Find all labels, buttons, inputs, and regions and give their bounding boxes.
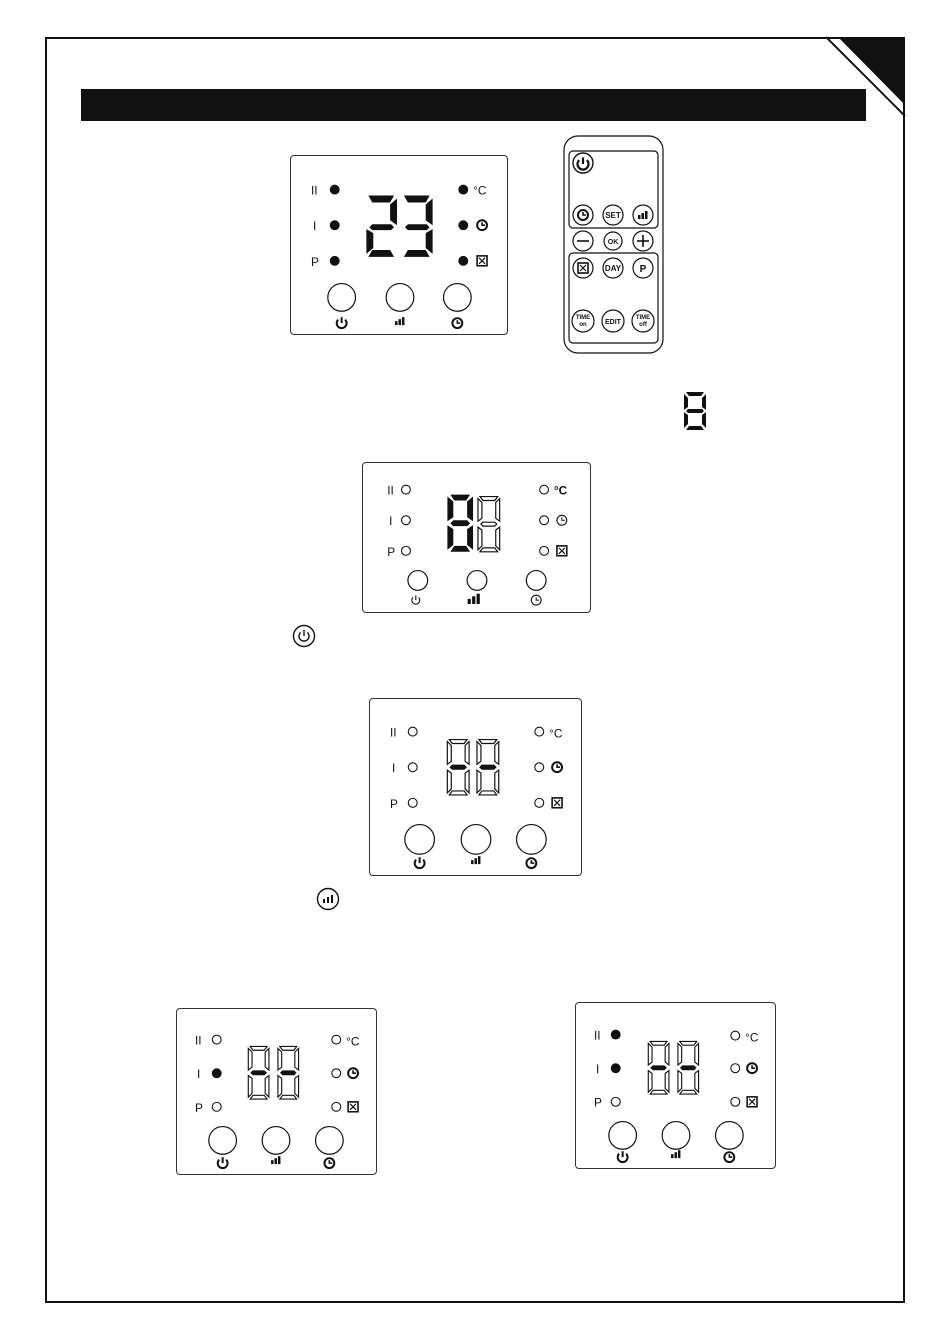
power-level-icon — [671, 1150, 680, 1158]
indicator-label-speed-low: I — [391, 761, 396, 776]
indicator-timer-led — [458, 220, 468, 230]
indicator-label-program: P — [593, 1095, 602, 1110]
remote-program-button[interactable] — [633, 258, 653, 278]
indicator-label-program: P — [194, 1100, 203, 1115]
display-digit-dash — [678, 1041, 699, 1094]
power-button[interactable] — [408, 571, 428, 591]
svg-text:DAY: DAY — [604, 264, 622, 273]
clock-icon — [552, 762, 562, 772]
indicator-speed-high-led — [330, 185, 340, 195]
indicator-temp-led — [731, 1031, 740, 1040]
power-icon — [415, 857, 425, 868]
indicator-label-speed-high: II — [389, 725, 397, 740]
indicator-timer-led — [332, 1069, 341, 1078]
display-digit-dash — [648, 1041, 669, 1094]
mode-button[interactable] — [386, 284, 414, 312]
indicator-label-unit: °C — [745, 1030, 759, 1045]
mode-button[interactable] — [262, 1127, 290, 1155]
timer-button[interactable] — [526, 571, 546, 591]
section-title-bar — [81, 89, 866, 121]
indicator-label-speed-low: I — [312, 219, 317, 234]
svg-text:OK: OK — [607, 239, 619, 246]
indicator-window-led — [535, 798, 544, 807]
clock-icon — [477, 220, 487, 230]
indicator-program-led — [611, 1097, 620, 1106]
mode-button-icon — [316, 887, 340, 911]
indicator-timer-led — [535, 763, 544, 772]
indicator-label-speed-high: II — [310, 183, 318, 198]
indicator-speed-low-led — [330, 220, 340, 230]
indicator-label-speed-high: II — [387, 483, 394, 498]
indicator-window-led — [332, 1102, 341, 1111]
indicator-speed-low-led — [611, 1063, 621, 1073]
display-digit-2 — [366, 196, 397, 257]
indicator-window-led — [731, 1097, 740, 1106]
indicator-speed-low-led — [408, 763, 417, 772]
svg-text:on: on — [579, 322, 587, 328]
power-icon — [218, 1157, 228, 1168]
mode-button[interactable] — [662, 1122, 690, 1150]
svg-text:SET: SET — [605, 211, 621, 220]
indicator-label-speed-low: I — [595, 1062, 600, 1077]
control-panel-5 — [575, 1002, 776, 1169]
remote-edit-button[interactable] — [602, 310, 624, 332]
remote-control — [563, 135, 664, 354]
remote-window-button[interactable] — [573, 258, 593, 278]
indicator-speed-high-led — [402, 485, 411, 494]
indicator-temp-led — [458, 185, 468, 195]
clock-icon — [724, 1152, 734, 1162]
timer-button[interactable] — [517, 825, 547, 855]
indicator-speed-high-led — [408, 727, 417, 736]
control-panel-2 — [362, 462, 591, 613]
control-panel-1 — [290, 155, 508, 335]
control-panel-3 — [369, 698, 582, 876]
indicator-label-program: P — [310, 254, 319, 269]
open-window-icon — [348, 1102, 358, 1112]
indicator-speed-high-led — [212, 1035, 221, 1044]
display-digit-3 — [404, 196, 433, 257]
indicator-label-speed-high: II — [593, 1028, 601, 1043]
svg-text:EDIT: EDIT — [605, 319, 621, 326]
indicator-timer-led — [731, 1064, 740, 1073]
power-button[interactable] — [328, 284, 356, 312]
power-icon — [337, 317, 347, 328]
power-button[interactable] — [405, 825, 435, 855]
control-panel-4 — [176, 1008, 377, 1175]
indicator-timer-led — [540, 516, 549, 525]
remote-mode-button[interactable] — [633, 205, 653, 225]
indicator-program-led — [408, 798, 417, 807]
timer-button[interactable] — [316, 1127, 344, 1155]
indicator-speed-low-led — [212, 1068, 222, 1078]
power-button[interactable] — [609, 1122, 637, 1150]
power-button[interactable] — [209, 1127, 237, 1155]
display-digit-dash — [447, 740, 469, 795]
indicator-label-unit: °C — [473, 183, 487, 198]
remote-plus-button[interactable] — [633, 231, 653, 251]
remote-timer-button[interactable] — [573, 205, 593, 225]
power-level-icon — [271, 1156, 280, 1164]
open-window-icon — [477, 256, 487, 266]
power-icon — [412, 595, 420, 604]
timer-button[interactable] — [716, 1122, 744, 1150]
power-icon — [618, 1151, 628, 1162]
indicator-program-led — [402, 546, 411, 555]
indicator-temp-led — [540, 485, 549, 494]
svg-text:off: off — [639, 322, 647, 328]
remote-time-off-button[interactable] — [632, 310, 654, 332]
indicator-speed-low-led — [402, 516, 411, 525]
indicator-window-led — [458, 256, 468, 266]
display-digit-8-outline — [478, 497, 500, 552]
svg-text:P: P — [639, 264, 647, 275]
clock-icon — [526, 858, 536, 868]
svg-text:TIME: TIME — [635, 315, 651, 321]
remote-minus-button[interactable] — [573, 231, 593, 251]
indicator-label-speed-low: I — [389, 514, 393, 529]
timer-button[interactable] — [444, 284, 472, 312]
indicator-label-unit: °C — [549, 726, 563, 741]
remote-day-button[interactable] — [603, 258, 623, 278]
display-digit-dash — [477, 740, 499, 795]
clock-icon — [324, 1158, 334, 1168]
indicator-label-speed-low: I — [196, 1067, 201, 1082]
remote-ok-button[interactable] — [604, 232, 622, 250]
svg-text:TIME: TIME — [575, 315, 591, 321]
indicator-temp-led — [332, 1035, 341, 1044]
remote-set-button[interactable] — [603, 205, 623, 225]
indicator-temp-led — [535, 727, 544, 736]
clock-icon — [747, 1063, 757, 1073]
power-level-icon — [395, 317, 404, 325]
display-digit-dash — [248, 1046, 269, 1099]
power-button-icon — [292, 624, 316, 648]
indicator-program-led — [330, 256, 340, 266]
open-window-icon — [747, 1097, 757, 1107]
indicator-label-program: P — [387, 544, 396, 559]
indicator-label-speed-high: II — [194, 1033, 202, 1048]
open-window-icon — [552, 798, 562, 808]
segment-eight-icon — [683, 391, 707, 431]
power-level-icon — [468, 594, 480, 604]
display-digit-dash — [278, 1046, 299, 1099]
clock-icon — [557, 515, 567, 525]
remote-time-on-button[interactable] — [572, 310, 594, 332]
open-window-icon — [557, 546, 567, 556]
mode-button[interactable] — [467, 571, 487, 591]
indicator-label-unit: °C — [346, 1034, 360, 1049]
indicator-speed-high-led — [611, 1030, 621, 1040]
clock-icon — [452, 318, 462, 328]
indicator-label-unit: °C — [553, 483, 568, 498]
clock-icon — [531, 595, 541, 605]
indicator-label-program: P — [389, 796, 398, 811]
display-digit-8-lit — [447, 495, 473, 552]
indicator-program-led — [212, 1102, 221, 1111]
clock-icon — [348, 1068, 358, 1078]
remote-power-button[interactable] — [573, 153, 593, 173]
indicator-window-led — [540, 546, 549, 555]
power-level-icon — [471, 856, 480, 864]
mode-button[interactable] — [461, 825, 491, 855]
